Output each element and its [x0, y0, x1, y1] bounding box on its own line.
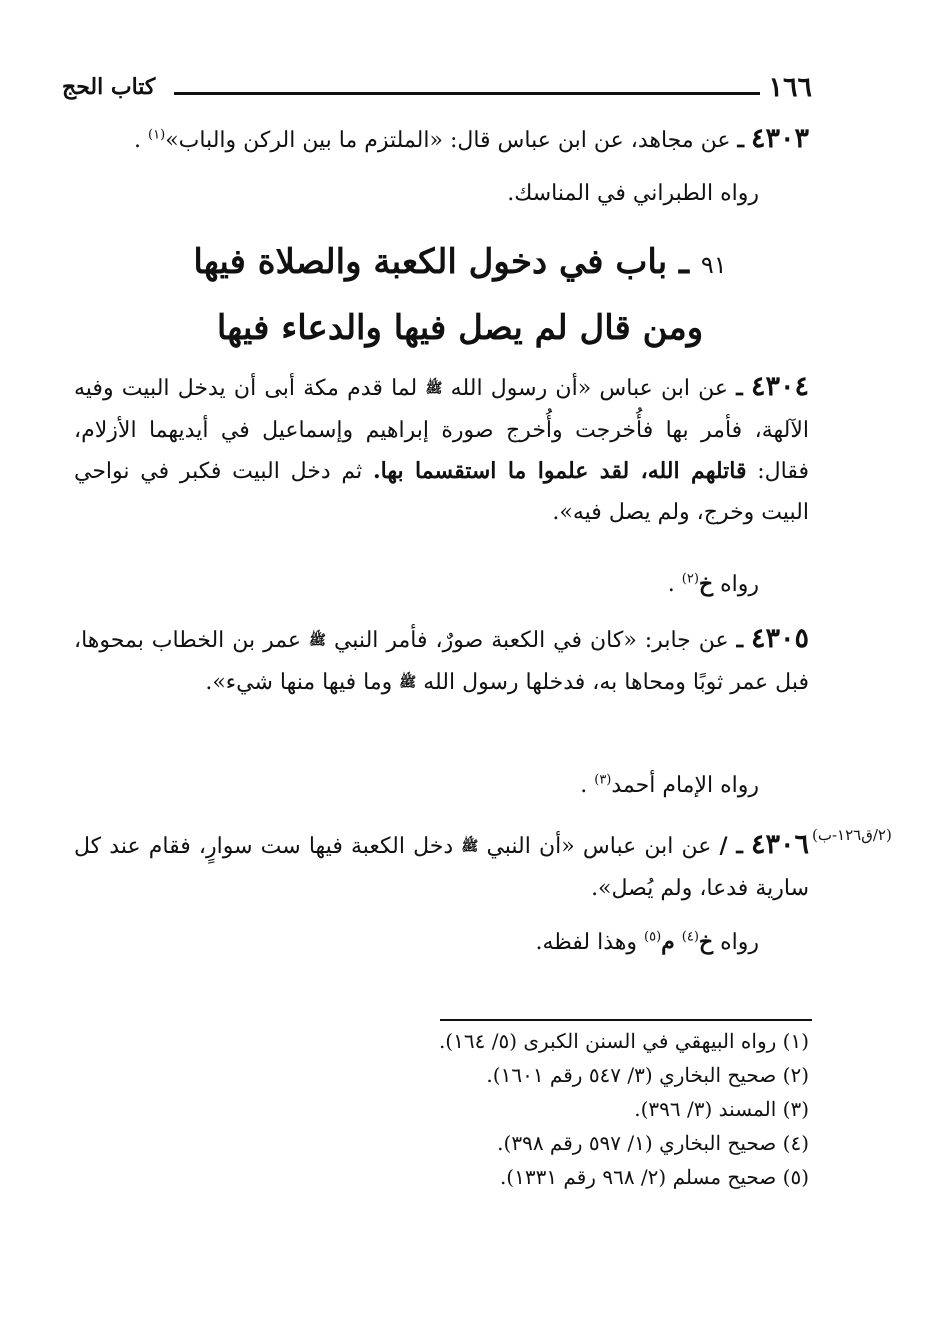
- salla-glyph: ﷺ: [461, 838, 479, 855]
- footnote-2: (٢) صحيح البخاري (٣/ ٥٤٧ رقم ١٦٠١).: [486, 1063, 809, 1087]
- chapter-number: ٩١: [700, 251, 727, 279]
- hadith-4304: [74, 366, 809, 533]
- footnote-4: (٤) صحيح البخاري (١/ ٥٩٧ رقم ٣٩٨).: [497, 1131, 809, 1155]
- source-tail: .: [667, 572, 682, 597]
- footnote-ref: (٢): [681, 571, 699, 587]
- footnote-ref: (٤): [681, 929, 699, 945]
- hadith-4305-source: [580, 768, 759, 804]
- footnote-3: (٣) المسند (٣/ ٣٩٦).: [634, 1097, 809, 1121]
- hadith-text-part3: ثم دخل البيت فكبر في نواحي البيت وخرج، ولم يصل فيه».: [74, 458, 809, 525]
- hadith-4303-source: رواه الطبراني في المناسك.: [507, 181, 759, 206]
- salla-glyph: ﷺ: [425, 380, 443, 397]
- hadith-number: ٤٣٠٥: [751, 623, 810, 654]
- hadith-separator: ـ /: [719, 833, 743, 859]
- hadith-separator: ـ: [736, 627, 744, 653]
- hadith-separator: ـ: [736, 375, 743, 401]
- hadith-4303: [74, 118, 809, 161]
- manuscript-margin-note: (٢/ق١٢٦-ب): [812, 826, 892, 844]
- chapter-title-line1: باب في دخول الكعبة والصلاة فيها: [193, 242, 668, 282]
- footnote-ref: (١): [148, 127, 166, 143]
- header-rule: [174, 92, 760, 95]
- footnote-ref: (٣): [594, 772, 612, 788]
- source-prefix: رواه: [720, 930, 759, 955]
- hadith-number: ٤٣٠٦: [750, 829, 809, 860]
- footnote-5: (٥) صحيح مسلم (٢/ ٩٦٨ رقم ١٣٣١).: [499, 1165, 809, 1189]
- chapter-heading-line2: [60, 298, 860, 358]
- page-header: [62, 72, 812, 108]
- source-tail: .: [580, 773, 595, 798]
- hadith-4305: [74, 618, 809, 703]
- book-title: كتاب الحج: [62, 74, 156, 100]
- hadith-4304-source: [668, 566, 759, 603]
- salla-glyph: ﷺ: [309, 632, 326, 649]
- footnote-rule: [440, 1019, 812, 1021]
- hadith-4306: [74, 824, 809, 909]
- hadith-text-part2: لما قدم مكة أبى أن يدخل البيت وفيه الآلهة، فأمر بها فأُخرجت وأُخرج صورة إبراهيم وإسماعيل في أيديهما الأزلام، فقال:: [74, 376, 809, 484]
- source-symbol-muslim: م: [661, 929, 675, 955]
- hadith-tail: .: [134, 128, 149, 153]
- hadith-number: ٤٣٠٤: [751, 371, 810, 402]
- hadith-bold-quote: قاتلهم الله، لقد علموا ما استقسما بها.: [372, 457, 747, 484]
- hadith-text-part1: عن ابن عباس «أن النبي: [486, 834, 712, 859]
- source-prefix: رواه الإمام أحمد: [611, 773, 759, 798]
- hadith-text-part2: دخل الكعبة فيها ست سوارٍ، فقام عند كل سارية فدعا، ولم يُصل».: [74, 834, 809, 901]
- chapter-title-line2: ومن قال لم يصل فيها والدعاء فيها: [216, 308, 704, 348]
- source-symbol: خ: [698, 571, 714, 597]
- hadith-text-part2: عمر بن الخطاب بمحوها، فبل عمر ثوبًا ومحاها به، فدخلها رسول الله: [74, 628, 809, 695]
- source-prefix: رواه: [720, 572, 759, 597]
- hadith-number: ٤٣٠٣: [750, 123, 809, 154]
- hadith-text-part3: وما فيها منها شيء».: [205, 669, 393, 695]
- source-tail: وهذا لفظه.: [535, 930, 644, 955]
- hadith-separator: ـ: [737, 127, 744, 153]
- hadith-text-part1: عن جابر: «كان في الكعبة صورٌ، فأمر النبي: [333, 628, 729, 653]
- hadith-4306-source: [535, 924, 759, 961]
- chapter-heading-line1: [60, 232, 860, 295]
- footnote-ref: (٥): [644, 929, 662, 945]
- hadith-text-part1: عن ابن عباس «أن رسول الله: [450, 376, 729, 401]
- hadith-text: عن مجاهد، عن ابن عباس قال: «الملتزم ما بين الركن والباب»: [165, 128, 731, 153]
- chapter-dash: ـ: [679, 242, 690, 282]
- source-symbol-bukhari: خ: [698, 929, 714, 955]
- salla-glyph-2: ﷺ: [399, 674, 417, 690]
- page-number: ١٦٦: [768, 72, 812, 103]
- footnote-1: (١) رواه البيهقي في السنن الكبرى (٥/ ١٦٤).: [438, 1029, 809, 1053]
